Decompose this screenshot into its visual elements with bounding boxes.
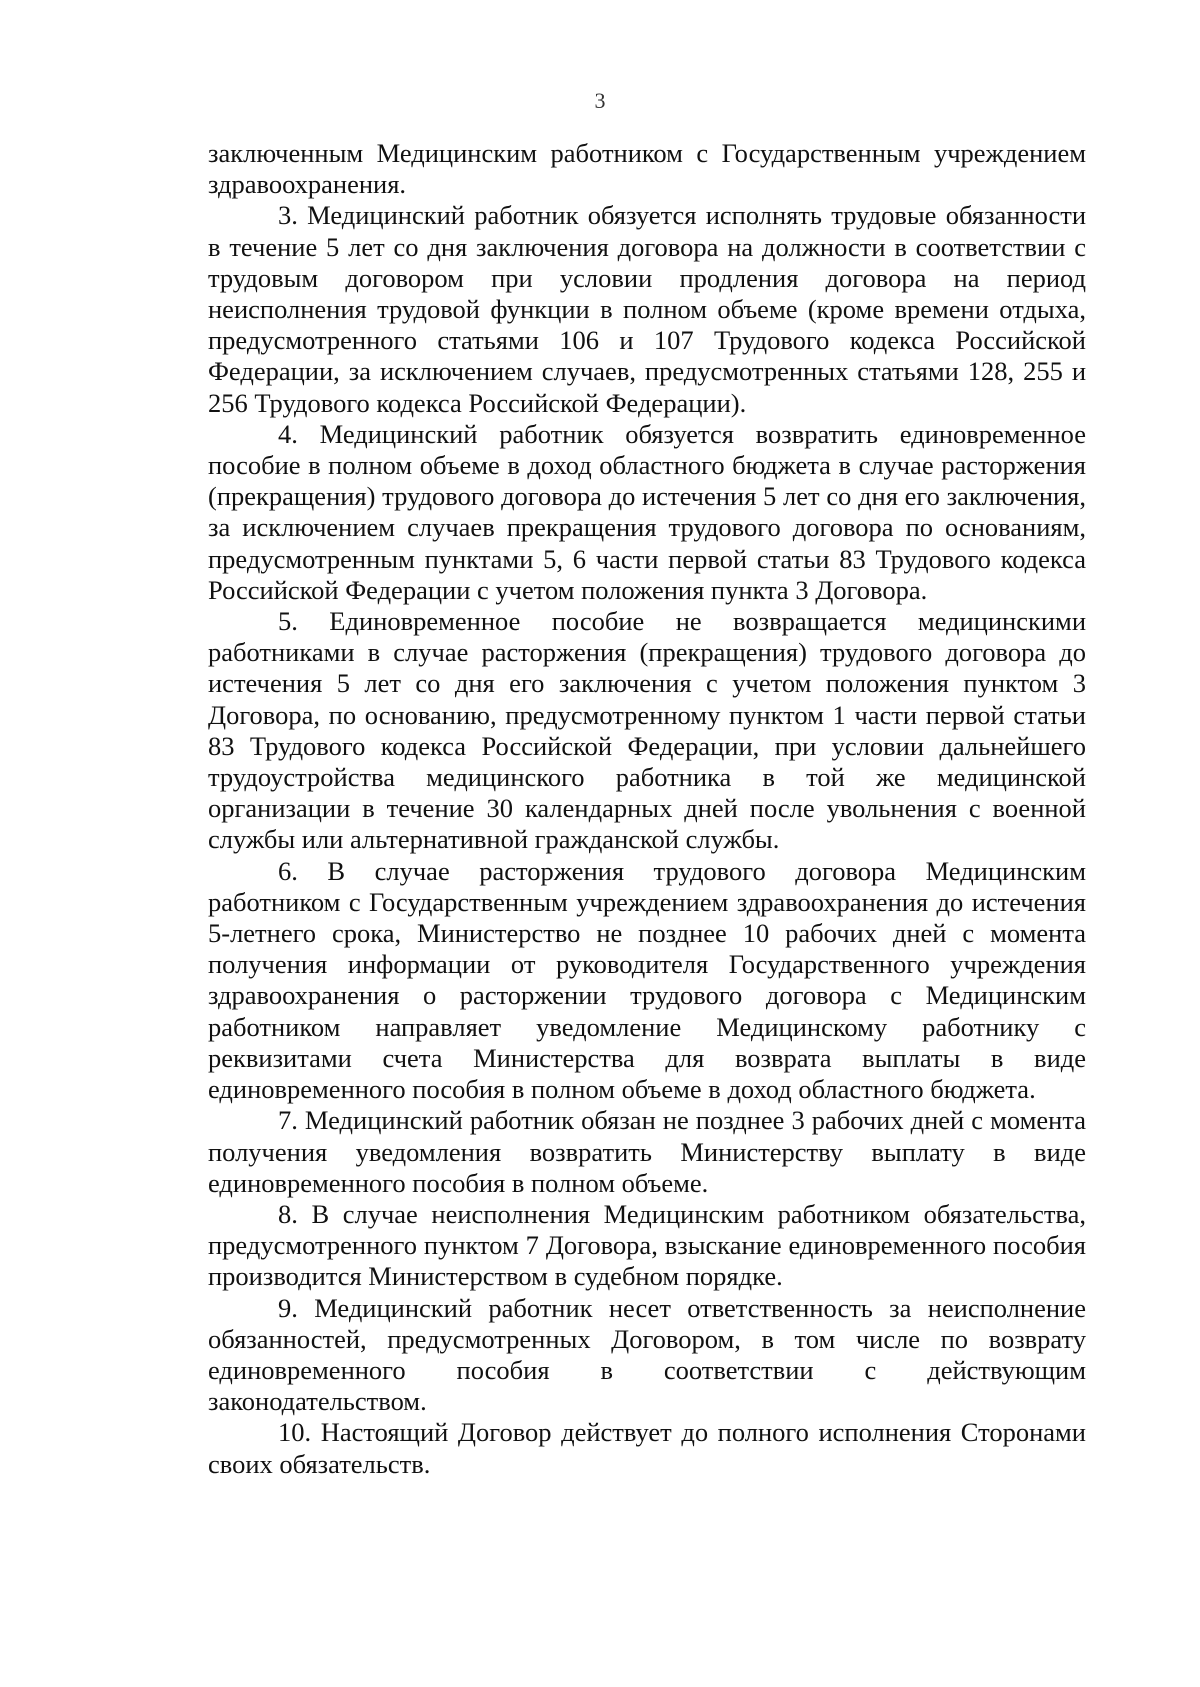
paragraph-clause-7: 7. Медицинский работник обязан не позднее 3 рабочих дней с момента получения уведомления возвратить Министерству выплату в виде единовременного пособия в полном объеме. xyxy=(208,1105,1086,1198)
paragraph-clause-4: 4. Медицинский работник обязуется возвратить единовременное пособие в полном объеме в доход областного бюджета в случае расторжения (прекращения) трудового договора до истечения 5 лет со дня его заключения, за исключением случаев прекращения трудового договора по основаниям, предусмотренным пунктами 5, 6 части первой статьи 83 Трудового кодекса Российской Федерации с учетом положения пункта 3 Договора. xyxy=(208,418,1086,605)
page-number: 3 xyxy=(594,88,606,113)
document-body xyxy=(208,138,1086,1480)
paragraph-clause-6: 6. В случае расторжения трудового договора Медицинским работником с Государственным учреждением здравоохранения до истечения 5-летнего срока, Министерство не позднее 10 рабочих дней с момента получения информации от руководителя Государственного учреждения здравоохранения о расторжении трудового договора с Медицинским работником направляет уведомление Медицинскому работнику с реквизитами счета Министерства для возврата выплаты в виде единовременного пособия в полном объеме в доход областного бюджета. xyxy=(208,855,1086,1105)
paragraph-clause-8: 8. В случае неисполнения Медицинским работником обязательства, предусмотренного пунктом 7 Договора, взыскание единовременного пособия производится Министерством в судебном порядке. xyxy=(208,1198,1086,1292)
paragraph-clause-5: 5. Единовременное пособие не возвращается медицинскими работниками в случае расторжения (прекращения) трудового договора до истечения 5 лет со дня его заключения с учетом положения пунктом 3 Договора, по основанию, предусмотренному пунктом 1 части первой статьи 83 Трудового кодекса Российской Федерации, при условии дальнейшего трудоустройства медицинского работника в той же медицинской организации в течение 30 календарных дней после увольнения с военной службы или альтернативной гражданской службы. xyxy=(208,606,1086,855)
paragraph-continuation: заключенным Медицинским работником с Государственным учреждением здравоохранения. xyxy=(208,138,1086,200)
paragraph-clause-3: 3. Медицинский работник обязуется исполнять трудовые обязанности в течение 5 лет со дня заключения договора на должности в соответствии с трудовым договором при условии продления договора на период неисполнения трудовой функции в полном объеме (кроме времени отдыха, предусмотренного статьями 106 и 107 Трудового кодекса Российской Федерации, за исключением случаев, предусмотренных статьями 128, 255 и 256 Трудового кодекса Российской Федерации). xyxy=(208,200,1086,418)
paragraph-clause-9: 9. Медицинский работник несет ответственность за неисполнение обязанностей, предусмотренных Договором, в том числе по возврату единовременного пособия в соответствии с действующим законодательством. xyxy=(208,1292,1086,1417)
paragraph-clause-10: 10. Настоящий Договор действует до полного исполнения Сторонами своих обязательств. xyxy=(208,1417,1086,1479)
